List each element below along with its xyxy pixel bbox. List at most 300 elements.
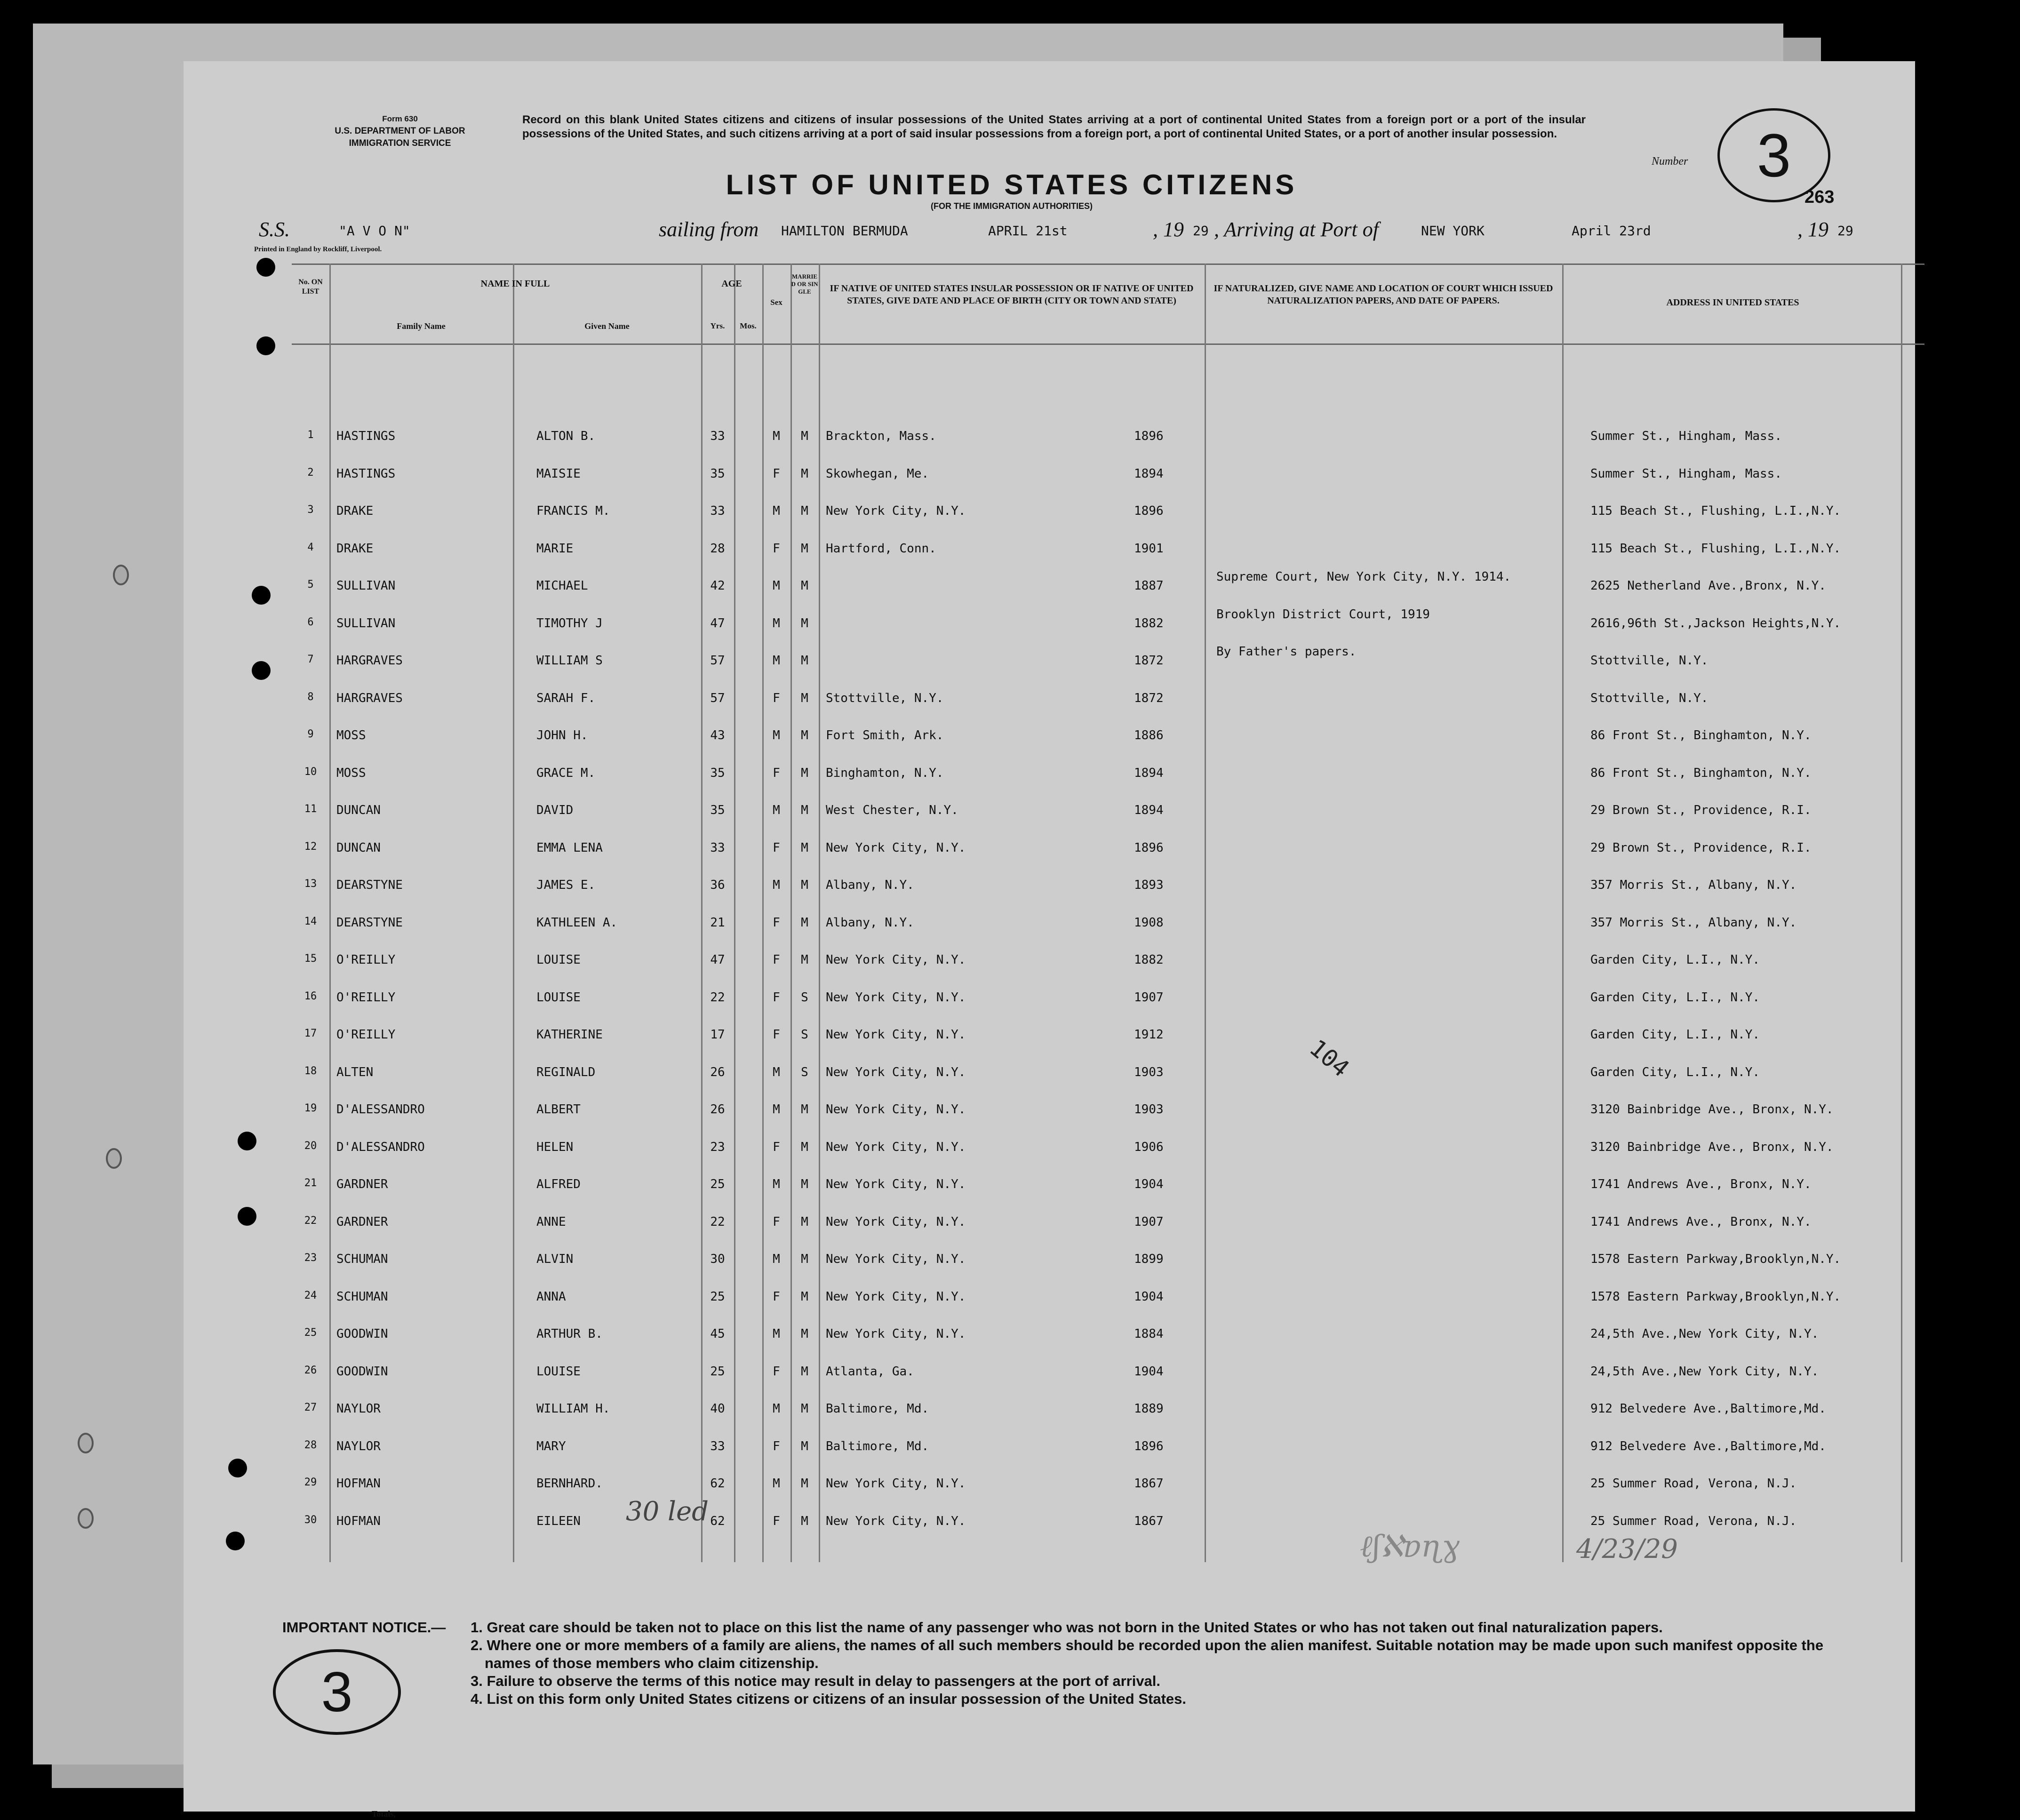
table-row <box>292 1205 1924 1241</box>
cell-addr: Garden City, L.I., N.Y. <box>1590 990 1760 1005</box>
cell-sex: F <box>773 1289 780 1304</box>
stamp-104: 104 <box>1304 1034 1355 1083</box>
cell-family: HARGRAVES <box>336 654 403 668</box>
cell-no: 17 <box>304 1028 317 1039</box>
cell-age: 22 <box>710 1214 725 1229</box>
cell-family: GOODWIN <box>336 1364 388 1379</box>
cell-sex: M <box>773 1177 780 1191</box>
cell-given: ALTON B. <box>536 429 596 443</box>
cell-sex: M <box>773 728 780 742</box>
cell-year: 1884 <box>1134 1327 1164 1341</box>
column-header-sex: Sex <box>770 298 782 307</box>
cell-ms: M <box>801 766 808 780</box>
cell-given: GRACE M. <box>536 766 596 780</box>
cell-no: 26 <box>304 1364 317 1376</box>
cell-given: MARY <box>536 1439 566 1453</box>
cell-year: 1894 <box>1134 766 1164 780</box>
inspector-date: 4/23/29 <box>1576 1534 1678 1565</box>
cell-sex: M <box>773 504 780 518</box>
cell-age: 28 <box>710 541 725 556</box>
column-header-name: NAME IN FULL <box>480 279 550 289</box>
cell-given: REGINALD <box>536 1065 596 1079</box>
cell-family: ALTEN <box>336 1065 374 1079</box>
cell-year: 1906 <box>1134 1140 1164 1154</box>
column-header-naturalized: IF NATURALIZED, GIVE NAME AND LOCATION OF COURT WHICH ISSUED NATURALIZATION PAPERS, AND DATE OF PAPERS. <box>1214 283 1553 306</box>
punch-hole <box>256 336 275 355</box>
cell-place: New York City, N.Y. <box>826 504 966 518</box>
cell-no: 5 <box>307 579 314 591</box>
cell-sex: M <box>773 429 780 443</box>
back-page-hole <box>78 1508 94 1529</box>
cell-addr: 912 Belvedere Ave.,Baltimore,Md. <box>1590 1439 1826 1453</box>
table-row <box>292 643 1924 680</box>
cell-given: ANNE <box>536 1214 566 1229</box>
cell-sex: M <box>773 616 780 631</box>
cell-sex: M <box>773 803 780 817</box>
table-row <box>292 531 1924 568</box>
cell-ms: M <box>801 1327 808 1341</box>
cell-year: 1893 <box>1134 878 1164 892</box>
cell-ms: M <box>801 579 808 593</box>
column-header-address: ADDRESS IN UNITED STATES <box>1666 297 1799 308</box>
voyage-line <box>259 217 1906 246</box>
cell-age: 33 <box>710 840 725 855</box>
cell-place: Skowhegan, Me. <box>826 466 929 481</box>
cell-no: 20 <box>304 1140 317 1152</box>
department-name: U.S. DEPARTMENT OF LABOR <box>335 126 465 136</box>
cell-addr: 86 Front St., Binghamton, N.Y. <box>1590 766 1812 780</box>
cell-family: SCHUMAN <box>336 1252 388 1266</box>
cell-age: 40 <box>710 1402 725 1416</box>
cell-no: 30 <box>304 1514 317 1526</box>
cell-age: 33 <box>710 429 725 443</box>
cell-given: MAISIE <box>536 466 581 481</box>
cell-year: 1903 <box>1134 1102 1164 1117</box>
cell-no: 9 <box>307 728 314 740</box>
cell-addr: 115 Beach St., Flushing, L.I.,N.Y. <box>1590 504 1841 518</box>
cell-place: Stottville, N.Y. <box>826 691 944 705</box>
cell-year: 1901 <box>1134 541 1164 556</box>
cell-age: 26 <box>710 1065 725 1079</box>
cell-year: 1912 <box>1134 1028 1164 1042</box>
cell-year: 1907 <box>1134 1214 1164 1229</box>
table-row <box>292 568 1924 605</box>
cell-ms: M <box>801 803 808 817</box>
cell-year: 1908 <box>1134 915 1164 930</box>
cell-no: 22 <box>304 1214 317 1227</box>
cell-place: New York City, N.Y. <box>826 1177 966 1191</box>
cell-family: DUNCAN <box>336 840 381 855</box>
cell-age: 42 <box>710 579 725 593</box>
cell-addr: Garden City, L.I., N.Y. <box>1590 953 1760 967</box>
cell-age: 57 <box>710 691 725 705</box>
notice-items <box>471 1619 1859 1708</box>
cell-place: New York City, N.Y. <box>826 1065 966 1079</box>
cell-given: BERNHARD. <box>536 1477 603 1491</box>
cell-given: ARTHUR B. <box>536 1327 603 1341</box>
cell-place: New York City, N.Y. <box>826 1028 966 1042</box>
cell-given: DAVID <box>536 803 574 817</box>
cell-no: 21 <box>304 1177 317 1189</box>
cell-age: 25 <box>710 1289 725 1304</box>
cell-sex: M <box>773 1252 780 1266</box>
cell-year: 1904 <box>1134 1177 1164 1191</box>
cell-given: MICHAEL <box>536 579 588 593</box>
cell-year: 1886 <box>1134 728 1164 742</box>
table-row <box>292 456 1924 493</box>
cell-given: HELEN <box>536 1140 574 1154</box>
cell-age: 33 <box>710 1439 725 1453</box>
circled-number: 3 <box>273 1649 401 1735</box>
cell-addr: Summer St., Hingham, Mass. <box>1590 466 1782 481</box>
arrival-year: 29 <box>1837 223 1853 239</box>
cell-ms: M <box>801 429 808 443</box>
cell-given: TIMOTHY J <box>536 616 603 631</box>
cell-family: D'ALESSANDRO <box>336 1140 425 1154</box>
cell-addr: 29 Brown St., Providence, R.I. <box>1590 840 1812 855</box>
cell-family: DRAKE <box>336 504 374 518</box>
table-row <box>292 868 1924 904</box>
cell-given: JOHN H. <box>536 728 588 742</box>
page-subtitle: (FOR THE IMMIGRATION AUTHORITIES) <box>931 201 1093 211</box>
cell-year: 1882 <box>1134 953 1164 967</box>
cell-place: Baltimore, Md. <box>826 1439 929 1453</box>
cell-given: ALVIN <box>536 1252 574 1266</box>
cell-ms: M <box>801 1177 808 1191</box>
table-row <box>292 1017 1924 1054</box>
cell-family: SCHUMAN <box>336 1289 388 1304</box>
cell-no: 15 <box>304 953 317 965</box>
column-header-mos: Mos. <box>740 321 757 330</box>
table-row <box>292 1130 1924 1166</box>
cell-addr: 86 Front St., Binghamton, N.Y. <box>1590 728 1812 742</box>
column-header-age: AGE <box>721 279 742 289</box>
cell-ms: M <box>801 1289 808 1304</box>
cell-given: WILLIAM S <box>536 654 603 668</box>
cell-nat: By Father's papers. <box>1216 645 1357 659</box>
cell-given: KATHERINE <box>536 1028 603 1042</box>
cell-place: New York City, N.Y. <box>826 1252 966 1266</box>
cell-ms: M <box>801 1140 808 1154</box>
cell-sex: M <box>773 1065 780 1079</box>
table-row <box>292 681 1924 718</box>
cell-sex: F <box>773 1439 780 1453</box>
service-name: IMMIGRATION SERVICE <box>349 138 451 148</box>
cell-no: 25 <box>304 1327 317 1339</box>
cell-addr: 115 Beach St., Flushing, L.I.,N.Y. <box>1590 541 1841 556</box>
cell-ms: M <box>801 840 808 855</box>
cell-ms: M <box>801 654 808 668</box>
departure-date: APRIL 21st <box>988 223 1068 239</box>
cell-family: HOFMAN <box>336 1477 381 1491</box>
table-row <box>292 980 1924 1017</box>
cell-no: 3 <box>307 504 314 516</box>
punch-hole <box>252 586 271 605</box>
year-prefix-2: , 19 <box>1797 218 1828 241</box>
cell-year: 1894 <box>1134 466 1164 481</box>
cell-no: 6 <box>307 616 314 628</box>
cell-given: LOUISE <box>536 1364 581 1379</box>
cell-sex: F <box>773 541 780 556</box>
cell-ms: M <box>801 1477 808 1491</box>
cell-addr: Garden City, L.I., N.Y. <box>1590 1028 1760 1042</box>
cell-year: 1904 <box>1134 1289 1164 1304</box>
cell-no: 7 <box>307 654 314 665</box>
cell-year: 1896 <box>1134 429 1164 443</box>
cell-no: 11 <box>304 803 317 815</box>
cell-year: 1896 <box>1134 504 1164 518</box>
cell-sex: F <box>773 1214 780 1229</box>
back-page-hole <box>113 565 129 585</box>
year-prefix-1: , 19 <box>1153 218 1184 241</box>
table-row <box>292 1504 1924 1541</box>
table-row <box>292 494 1924 530</box>
cell-addr: Stottville, N.Y. <box>1590 654 1709 668</box>
table-row <box>292 1055 1924 1092</box>
cell-given: ALFRED <box>536 1177 581 1191</box>
cell-age: 36 <box>710 878 725 892</box>
departure-year: 29 <box>1193 223 1209 239</box>
cell-addr: 24,5th Ave.,New York City, N.Y. <box>1590 1327 1819 1341</box>
cell-family: O'REILLY <box>336 990 396 1005</box>
cell-ms: M <box>801 1514 808 1528</box>
cell-place: New York City, N.Y. <box>826 1140 966 1154</box>
inspector-signature: ℓʃℵɐɳɣ <box>1360 1529 1460 1564</box>
cell-addr: 25 Summer Road, Verona, N.J. <box>1590 1477 1797 1491</box>
totals-label: Totals, <box>372 1809 396 1819</box>
cell-ms: M <box>801 691 808 705</box>
back-page-hole <box>106 1148 122 1169</box>
cell-addr: 3120 Bainbridge Ave., Bronx, N.Y. <box>1590 1140 1834 1154</box>
cell-no: 29 <box>304 1477 317 1488</box>
cell-place: Baltimore, Md. <box>826 1402 929 1416</box>
cell-year: 1882 <box>1134 616 1164 631</box>
arriving-label: , Arriving at Port of <box>1214 218 1379 241</box>
column-header-married: MARRIED OR SINGLE <box>791 273 818 295</box>
notice-item: 2. Where one or more members of a family are aliens, the names of all such members should be recorded upon the alien manifest. Suitable notation may be made upon such manifest opposite the names of those members who claim citizenship. <box>471 1637 1824 1671</box>
cell-ms: M <box>801 728 808 742</box>
punch-hole <box>238 1132 256 1150</box>
cell-year: 1867 <box>1134 1477 1164 1491</box>
list-number-circle: 3 <box>1717 108 1830 202</box>
cell-no: 27 <box>304 1402 317 1413</box>
form-number: Form 630 <box>382 114 418 123</box>
cell-sex: M <box>773 1477 780 1491</box>
cell-place: New York City, N.Y. <box>826 1327 966 1341</box>
cell-age: 21 <box>710 915 725 930</box>
cell-family: SULLIVAN <box>336 579 396 593</box>
cell-sex: F <box>773 691 780 705</box>
cell-given: ALBERT <box>536 1102 581 1117</box>
passenger-table <box>292 263 1924 1562</box>
cell-addr: 1741 Andrews Ave., Bronx, N.Y. <box>1590 1177 1812 1191</box>
cell-year: 1907 <box>1134 990 1164 1005</box>
column-header-yrs: Yrs. <box>710 321 725 330</box>
cell-family: MOSS <box>336 728 366 742</box>
cell-year: 1867 <box>1134 1514 1164 1528</box>
cell-year: 1889 <box>1134 1402 1164 1416</box>
cell-age: 23 <box>710 1140 725 1154</box>
table-row <box>292 756 1924 792</box>
intro-text: Record on this blank United States citizens and citizens of insular possessions of the United States arriving at a port of continental United States from a foreign port or a port of the insular possessions of the United States, and such citizens arriving at a port of said insular possessions from a foreign port, a port of continental United States, or a port of another insular possession. <box>522 113 1586 140</box>
punch-hole <box>226 1532 245 1550</box>
cell-given: LOUISE <box>536 953 581 967</box>
cell-sex: M <box>773 1327 780 1341</box>
cell-place: New York City, N.Y. <box>826 1477 966 1491</box>
cell-ms: S <box>801 990 808 1005</box>
table-row <box>292 1167 1924 1204</box>
column-header-no: No. ON LIST <box>298 278 323 295</box>
table-row <box>292 1354 1924 1391</box>
cell-sex: F <box>773 1140 780 1154</box>
table-row <box>292 942 1924 979</box>
cell-addr: Stottville, N.Y. <box>1590 691 1709 705</box>
cell-age: 57 <box>710 654 725 668</box>
cell-addr: 24,5th Ave.,New York City, N.Y. <box>1590 1364 1819 1379</box>
cell-sex: M <box>773 878 780 892</box>
page-title: LIST OF UNITED STATES CITIZENS <box>726 169 1298 200</box>
cell-family: MOSS <box>336 766 366 780</box>
page-number: 263 <box>1804 187 1835 207</box>
rule <box>292 343 1924 345</box>
cell-place: New York City, N.Y. <box>826 1514 966 1528</box>
cell-given: FRANCIS M. <box>536 504 610 518</box>
cell-place: Brackton, Mass. <box>826 429 936 443</box>
cell-given: WILLIAM H. <box>536 1402 610 1416</box>
cell-place: New York City, N.Y. <box>826 1214 966 1229</box>
column-header-birth: IF NATIVE OF UNITED STATES INSULAR POSSESSION OR IF NATIVE OF UNITED STATES, GIVE DATE AND PLACE OF BIRTH (CITY OR TOWN AND STATE) <box>830 283 1194 306</box>
cell-year: 1896 <box>1134 840 1164 855</box>
ship-name: "A V O N" <box>339 223 410 239</box>
cell-ms: M <box>801 1214 808 1229</box>
cell-ms: S <box>801 1028 808 1042</box>
cell-no: 14 <box>304 915 317 927</box>
cell-addr: Garden City, L.I., N.Y. <box>1590 1065 1760 1079</box>
cell-sex: F <box>773 953 780 967</box>
cell-no: 28 <box>304 1439 317 1451</box>
cell-given: LOUISE <box>536 990 581 1005</box>
cell-family: NAYLOR <box>336 1439 381 1453</box>
handwritten-total: 30 led <box>626 1496 709 1527</box>
table-row <box>292 905 1924 942</box>
cell-age: 62 <box>710 1477 725 1491</box>
cell-ms: M <box>801 915 808 930</box>
cell-ms: S <box>801 1065 808 1079</box>
arrival-port: NEW YORK <box>1421 223 1485 239</box>
cell-ms: M <box>801 1252 808 1266</box>
cell-addr: Summer St., Hingham, Mass. <box>1590 429 1782 443</box>
cell-place: Albany, N.Y. <box>826 915 914 930</box>
cell-place: West Chester, N.Y. <box>826 803 958 817</box>
cell-year: 1894 <box>1134 803 1164 817</box>
cell-addr: 2625 Netherland Ave.,Bronx, N.Y. <box>1590 579 1826 593</box>
table-row <box>292 1242 1924 1278</box>
punch-hole <box>238 1207 256 1226</box>
cell-year: 1899 <box>1134 1252 1164 1266</box>
cell-given: MARIE <box>536 541 574 556</box>
table-row <box>292 793 1924 830</box>
table-row <box>292 830 1924 867</box>
notice-label: IMPORTANT NOTICE.— <box>282 1619 446 1636</box>
back-page-hole <box>78 1433 94 1453</box>
cell-addr: 1741 Andrews Ave., Bronx, N.Y. <box>1590 1214 1812 1229</box>
cell-family: HARGRAVES <box>336 691 403 705</box>
cell-addr: 357 Morris St., Albany, N.Y. <box>1590 915 1797 930</box>
cell-year: 1872 <box>1134 691 1164 705</box>
cell-ms: M <box>801 1402 808 1416</box>
cell-place: Albany, N.Y. <box>826 878 914 892</box>
cell-sex: F <box>773 1514 780 1528</box>
cell-family: D'ALESSANDRO <box>336 1102 425 1117</box>
cell-family: DRAKE <box>336 541 374 556</box>
punch-hole <box>228 1459 247 1477</box>
cell-addr: 1578 Eastern Parkway,Brooklyn,N.Y. <box>1590 1252 1841 1266</box>
cell-place: New York City, N.Y. <box>826 990 966 1005</box>
document-page <box>184 61 1915 1819</box>
cell-age: 45 <box>710 1327 725 1341</box>
cell-family: HOFMAN <box>336 1514 381 1528</box>
cell-place: New York City, N.Y. <box>826 1102 966 1117</box>
cell-no: 23 <box>304 1252 317 1264</box>
sailing-label: sailing from <box>659 218 759 241</box>
cell-family: DUNCAN <box>336 803 381 817</box>
cell-age: 35 <box>710 466 725 481</box>
column-header-family: Family Name <box>397 321 446 331</box>
cell-no: 10 <box>304 766 317 778</box>
cell-family: HASTINGS <box>336 466 396 481</box>
cell-sex: M <box>773 654 780 668</box>
cell-no: 13 <box>304 878 317 890</box>
cell-given: KATHLEEN A. <box>536 915 618 930</box>
cell-no: 8 <box>307 691 314 703</box>
punch-hole <box>256 258 275 277</box>
cell-nat: Supreme Court, New York City, N.Y. 1914. <box>1216 570 1511 584</box>
column-header-given: Given Name <box>584 321 630 331</box>
cell-year: 1903 <box>1134 1065 1164 1079</box>
cell-addr: 3120 Bainbridge Ave., Bronx, N.Y. <box>1590 1102 1834 1117</box>
cell-no: 2 <box>307 466 314 479</box>
notice-item: 3. Failure to observe the terms of this notice may result in delay to passengers at the port of arrival. <box>471 1673 1161 1689</box>
cell-ms: M <box>801 878 808 892</box>
punch-hole <box>252 661 271 680</box>
table-row <box>292 1317 1924 1353</box>
cell-age: 35 <box>710 803 725 817</box>
cell-family: SULLIVAN <box>336 616 396 631</box>
cell-age: 25 <box>710 1177 725 1191</box>
cell-sex: F <box>773 840 780 855</box>
cell-age: 35 <box>710 766 725 780</box>
cell-age: 26 <box>710 1102 725 1117</box>
cell-ms: M <box>801 504 808 518</box>
table-row <box>292 1466 1924 1503</box>
cell-place: Binghamton, N.Y. <box>826 766 944 780</box>
cell-place: New York City, N.Y. <box>826 953 966 967</box>
cell-family: GARDNER <box>336 1177 388 1191</box>
departure-port: HAMILTON BERMUDA <box>781 223 908 239</box>
table-row <box>292 1391 1924 1428</box>
cell-year: 1887 <box>1134 579 1164 593</box>
table-row <box>292 606 1924 643</box>
cell-given: SARAH F. <box>536 691 596 705</box>
cell-sex: F <box>773 990 780 1005</box>
cell-place: Fort Smith, Ark. <box>826 728 944 742</box>
cell-family: DEARSTYNE <box>336 878 403 892</box>
cell-family: GARDNER <box>336 1214 388 1229</box>
cell-ms: M <box>801 953 808 967</box>
cell-place: Atlanta, Ga. <box>826 1364 914 1379</box>
cell-place: New York City, N.Y. <box>826 840 966 855</box>
table-row <box>292 718 1924 755</box>
